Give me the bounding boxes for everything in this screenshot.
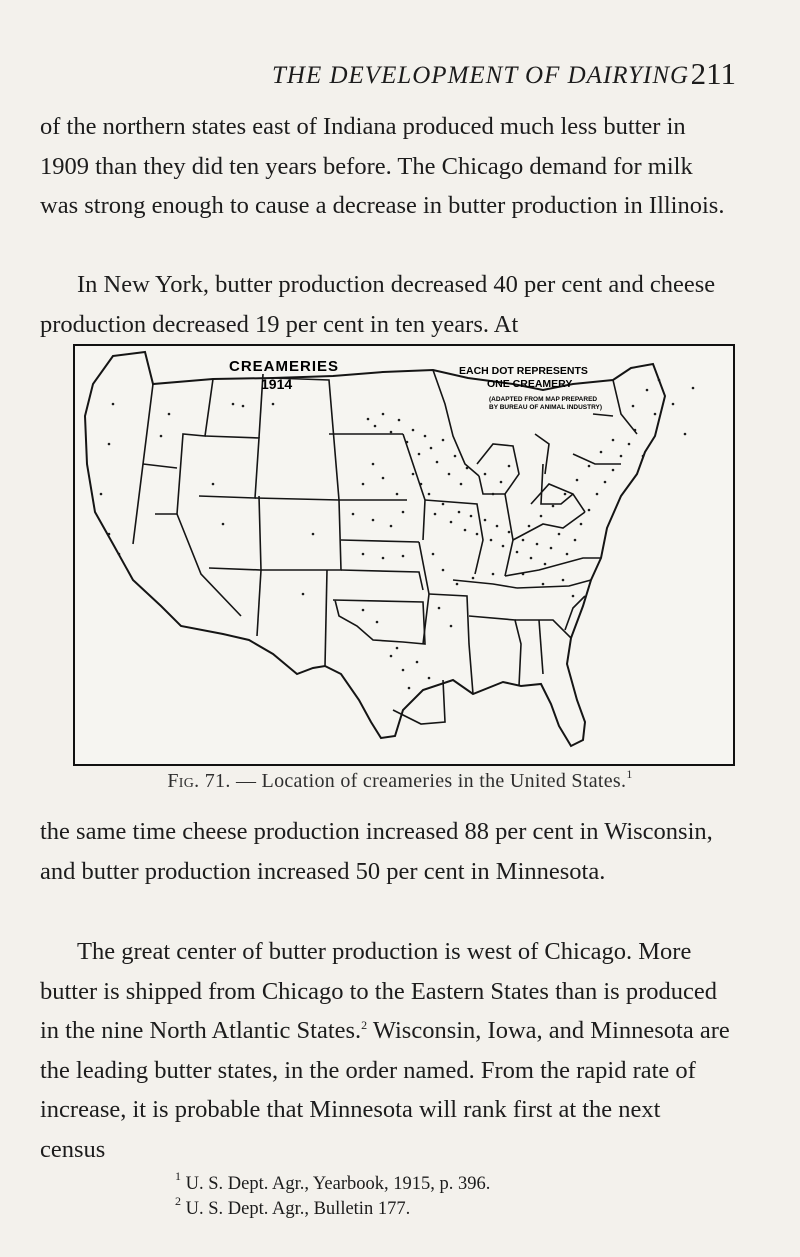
paragraph-4-text-a: The great center of butter production is west of Chicago. More butter is shipped from Chicago to the Eastern States than is produced in the nine North Atlantic States.	[40, 938, 718, 1044]
page-number: 211	[690, 56, 736, 91]
footnote-2	[175, 1194, 735, 1222]
caption-text: — Location of creameries in the United States.	[230, 770, 627, 792]
paragraph-4-text-b: Wisconsin, Iowa, and Minnesota are the leading butter states, in the order named. From the rapid rate of increase, it is probable that Minnesota will rank first at the next census	[40, 1017, 730, 1163]
running-title: THE DEVELOPMENT OF DAIRYING	[272, 62, 690, 89]
footnote-mark: 1	[175, 1169, 181, 1183]
map-frame	[74, 345, 734, 765]
legend-line-1: EACH DOT REPRESENTS	[459, 365, 588, 377]
paragraph-4	[40, 932, 730, 1169]
caption-label: Fig. 71.	[167, 770, 231, 792]
figure-caption	[0, 767, 800, 793]
footnote-text: U. S. Dept. Agr., Bulletin 177.	[185, 1199, 411, 1219]
footnote-1	[175, 1169, 735, 1197]
footnote-text: U. S. Dept. Agr., Yearbook, 1915, p. 396.	[185, 1174, 491, 1194]
paragraph-3: the same time cheese production increased 88 per cent in Wisconsin, and butter production increased 50 per cent in Minnesota.	[40, 818, 713, 885]
source-line-2: BY BUREAU OF ANIMAL INDUSTRY)	[489, 404, 603, 411]
footnote-ref-2: 2	[361, 1018, 368, 1032]
creameries-map-figure	[73, 344, 736, 769]
creameries-map	[73, 344, 736, 769]
map-title-line-1: CREAMERIES	[229, 358, 340, 375]
paragraph-2: In New York, butter production decreased 40 per cent and cheese production decreased 19 per cent in ten years. At	[40, 271, 716, 338]
paragraph-1: of the northern states east of Indiana produced much less butter in 1909 than they did ten years before. The Chicago demand for milk was strong enough to cause a decrease in butter production in Illinois.	[40, 113, 725, 219]
caption-footnote-ref: 1	[626, 767, 633, 781]
source-line-1: (ADAPTED FROM MAP PREPARED	[489, 396, 598, 403]
page-header	[72, 56, 736, 96]
legend-line-2: ONE CREAMERY	[487, 378, 573, 390]
footnotes	[175, 1169, 735, 1222]
footnote-mark: 2	[175, 1194, 181, 1208]
map-title-line-2: 1914	[261, 376, 293, 392]
